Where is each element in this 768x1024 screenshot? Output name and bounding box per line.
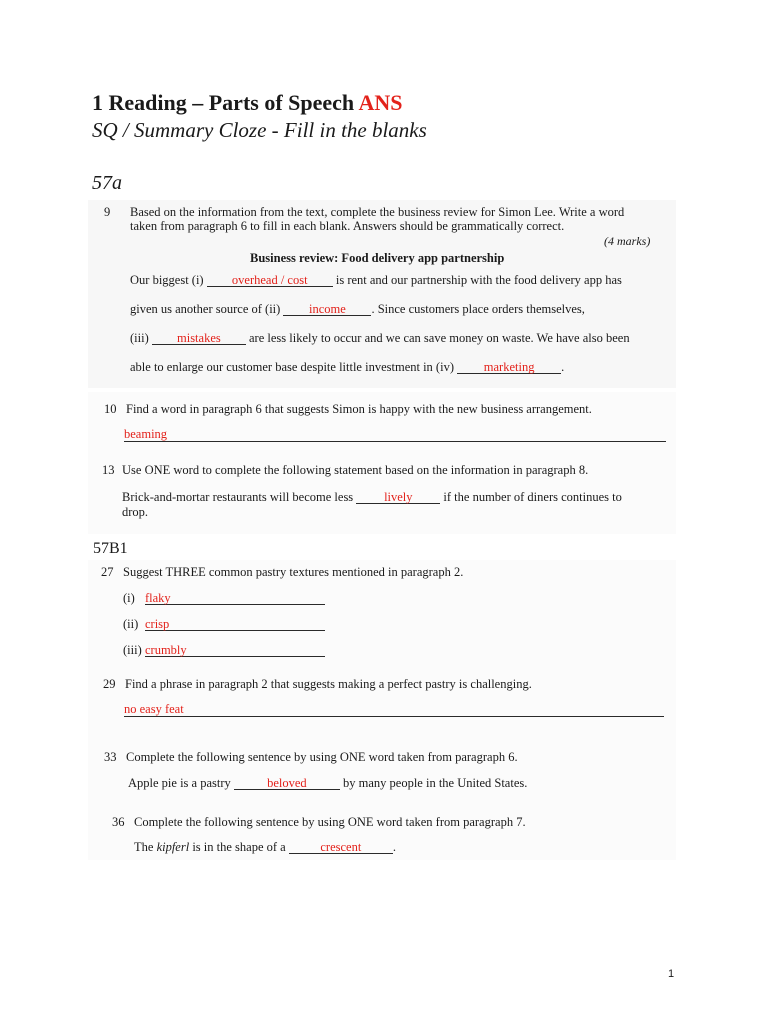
box-title: Business review: Food delivery app partnership: [250, 251, 505, 265]
cloze-text: (iii): [130, 331, 149, 345]
list-item: [123, 617, 325, 632]
cloze-line: [134, 840, 396, 855]
answer-blank: overhead / cost: [207, 274, 333, 287]
question-number: 29: [103, 677, 116, 691]
question-text: Find a phrase in paragraph 2 that suggests making a perfect pastry is challenging.: [125, 677, 532, 691]
cloze-line: [130, 360, 564, 375]
question-number: 13: [102, 463, 115, 477]
question-text: Use ONE word to complete the following statement based on the information in paragraph 8.: [122, 463, 589, 477]
answer-blank: income: [283, 303, 371, 316]
item-label: (i): [123, 591, 135, 605]
question-text: Based on the information from the text, complete the business review for Simon Lee. Write a word: [130, 205, 625, 219]
cloze-line: [122, 490, 622, 505]
cloze-text: Brick-and-mortar restaurants will become less: [122, 490, 354, 504]
answer-blank: marketing: [457, 361, 561, 374]
cloze-text: if the number of diners continues to: [443, 490, 622, 504]
cloze-text: drop.: [122, 505, 149, 519]
question-text: Find a word in paragraph 6 that suggests Simon is happy with the new business arrangement.: [126, 402, 592, 416]
question-text: Complete the following sentence by using ONE word taken from paragraph 7.: [134, 815, 526, 829]
cloze-italic-term: kipferl: [156, 840, 190, 854]
question-number: 27: [101, 565, 114, 579]
cloze-text: given us another source of (ii): [130, 302, 281, 316]
cloze-text: is in the shape of a: [192, 840, 286, 854]
section-heading-57a: 57a: [92, 172, 122, 194]
answer-blank: crisp: [145, 618, 325, 631]
cloze-line: [130, 273, 622, 288]
cloze-text: are less likely to occur and we can save money on waste. We have also been: [249, 331, 630, 345]
item-label: (iii): [123, 643, 142, 657]
cloze-text: Our biggest (i): [130, 273, 204, 287]
page-title: [92, 90, 402, 116]
cloze-text: able to enlarge our customer base despite little investment in (iv): [130, 360, 454, 374]
answer-blank: flaky: [145, 592, 325, 605]
page-number: 1: [668, 968, 675, 980]
question-number: 33: [104, 750, 117, 764]
answer-blank: lively: [356, 491, 440, 504]
cloze-text: The: [134, 840, 154, 854]
list-item: [123, 591, 325, 606]
cloze-text: .: [561, 360, 565, 374]
item-label: (ii): [123, 617, 139, 631]
cloze-line: [130, 331, 630, 346]
question-number: 36: [112, 815, 125, 829]
list-item: [123, 643, 325, 658]
answer-blank: crumbly: [145, 644, 325, 657]
question-text: Suggest THREE common pastry textures mentioned in paragraph 2.: [123, 565, 464, 579]
section-heading-57b1: 57B1: [93, 540, 128, 557]
answer-blank: beloved: [234, 777, 340, 790]
answer-line: beaming: [124, 428, 666, 442]
cloze-text: is rent and our partnership with the food delivery app has: [335, 273, 622, 287]
question-number: 9: [104, 205, 111, 219]
cloze-line: [130, 302, 585, 317]
cloze-text: by many people in the United States.: [343, 776, 528, 790]
title-main: 1 Reading – Parts of Speech: [92, 90, 355, 115]
marks-label: (4 marks): [604, 234, 651, 248]
title-ans: ANS: [358, 90, 403, 115]
answer-blank: crescent: [289, 841, 393, 854]
cloze-text: . Since customers place orders themselves,: [371, 302, 585, 316]
question-text: taken from paragraph 6 to fill in each blank. Answers should be grammatically correct.: [130, 219, 565, 233]
question-number: 10: [104, 402, 117, 416]
answer-blank: mistakes: [152, 332, 246, 345]
cloze-text: .: [392, 840, 396, 854]
page-subtitle: SQ / Summary Cloze - Fill in the blanks: [92, 118, 427, 142]
cloze-line: [128, 776, 527, 791]
answer-line: no easy feat: [124, 703, 664, 717]
cloze-text: Apple pie is a pastry: [128, 776, 231, 790]
question-text: Complete the following sentence by using ONE word taken from paragraph 6.: [126, 750, 518, 764]
